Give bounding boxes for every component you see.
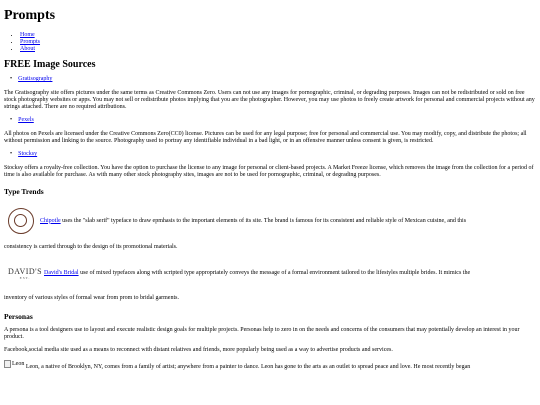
nav-item-prompts: [20, 39, 536, 46]
trend-chipotle: [4, 208, 536, 234]
personas-heading: Personas: [4, 312, 33, 321]
chipotle-continuation: consistency is carried through to the design of its promotional materials.: [4, 244, 178, 250]
nav-item-about: [20, 46, 536, 53]
leon-paragraph: [4, 360, 536, 371]
source-stocksy: [4, 151, 536, 157]
leon-image-alt: Leon: [12, 360, 25, 367]
bullet-icon: •: [10, 151, 13, 157]
gratisography-link[interactable]: Gratisography: [18, 76, 53, 82]
trend-davids-text: [44, 270, 470, 277]
nav-item-home: [20, 32, 536, 39]
davids-logo-word: DAVID'S: [7, 266, 43, 276]
davids-continuation: inventory of various styles of formal wear from prom to bridal garments.: [4, 295, 179, 301]
trend-davids-bridal: [4, 261, 536, 285]
pexels-description: All photos on Pexels are licensed under the Creative Commons Zero(CC0) license. Pictures can be used for any legal purpose; free for personal and commercial use. You may modify, copy, and distribute the photos; all without permission and linking to the source. Photography used to portray any identifiable individual in a bad light, or in an offensive manner unless consent is given, is restricted.: [4, 131, 527, 144]
chipotle-logo-icon: [8, 208, 34, 234]
bullet-icon: •: [10, 117, 13, 123]
broken-image-icon: [4, 360, 11, 368]
nav-link-about[interactable]: About: [20, 46, 35, 52]
chipotle-link[interactable]: Chipotle: [40, 217, 61, 224]
bullet-icon: •: [10, 76, 13, 82]
trend-chipotle-text: [40, 218, 466, 225]
nav-list: [4, 32, 536, 53]
davids-bridal-logo-icon: [7, 261, 43, 285]
personas-paragraph-2: Facebook,social media site used as a means to reconnect with distant relatives and friends, more popularly being used as a way to advertise products and services.: [4, 347, 393, 353]
personas-paragraph-1: A persona is a tool designers use to layout and execute realistic design goals for multiple projects. Personas help to zero in on the needs and concerns of the consumers that may potentially develop an interest in your product.: [4, 327, 520, 340]
stocksy-link[interactable]: Stocksy: [18, 151, 38, 157]
source-pexels: [4, 117, 536, 123]
free-images-heading: FREE Image Sources: [4, 59, 96, 70]
stocksy-description: Stocksy offers a royalty-free collection. You have the option to purchase the license to any image for personal or client-based projects. A Market Freeze license, which removes the image from the collection for a period of time is also available for purchase. As with many other stock photography sites, images are not to be used for pornographic, criminal, or degrading purposes.: [4, 165, 534, 178]
leon-image: [4, 360, 24, 368]
chipotle-description: uses the "slab serif" typeface to draw epmhasis to the important elements of its site. The brand is famous for its consistent and reliable style of Mexican cuisine, and this: [60, 217, 467, 224]
leon-description: Leon, a native of Brooklyn, NY, comes from a family of artist; anywhere from a painter to dance. Leon has gone to the arts as an outlet to spread peace and love. He most recently began: [24, 364, 471, 370]
davids-bridal-description: use of mixed typefaces along with scripted type appropriately conveys the message of a formal environment tailored to the lifestyles multiple brides. It mimics the: [78, 269, 471, 276]
source-gratisography: [4, 76, 536, 82]
nav-link-prompts[interactable]: Prompts: [20, 39, 41, 45]
nav-link-home[interactable]: Home: [20, 32, 35, 38]
davids-logo-small: EST.: [19, 275, 31, 280]
gratisography-description: The Gratisography site offers pictures under the same terms as Creative Commons Zero. Users can not use any images for pornographic, criminal, or degrading purposes. Images can not be redistributed or sold on free stock photography websites or apps. You may not sell or redistribute photos implying that you are the photographer. However, you may use photos to freely create artwork for personal and commercial projects without any strings attached. There are no required attributions.: [4, 90, 535, 110]
type-trends-heading: Type Trends: [4, 187, 44, 196]
davids-bridal-link[interactable]: David's Bridal: [44, 269, 79, 276]
page-title: Prompts: [4, 8, 56, 23]
pexels-link[interactable]: Pexels: [18, 117, 34, 123]
